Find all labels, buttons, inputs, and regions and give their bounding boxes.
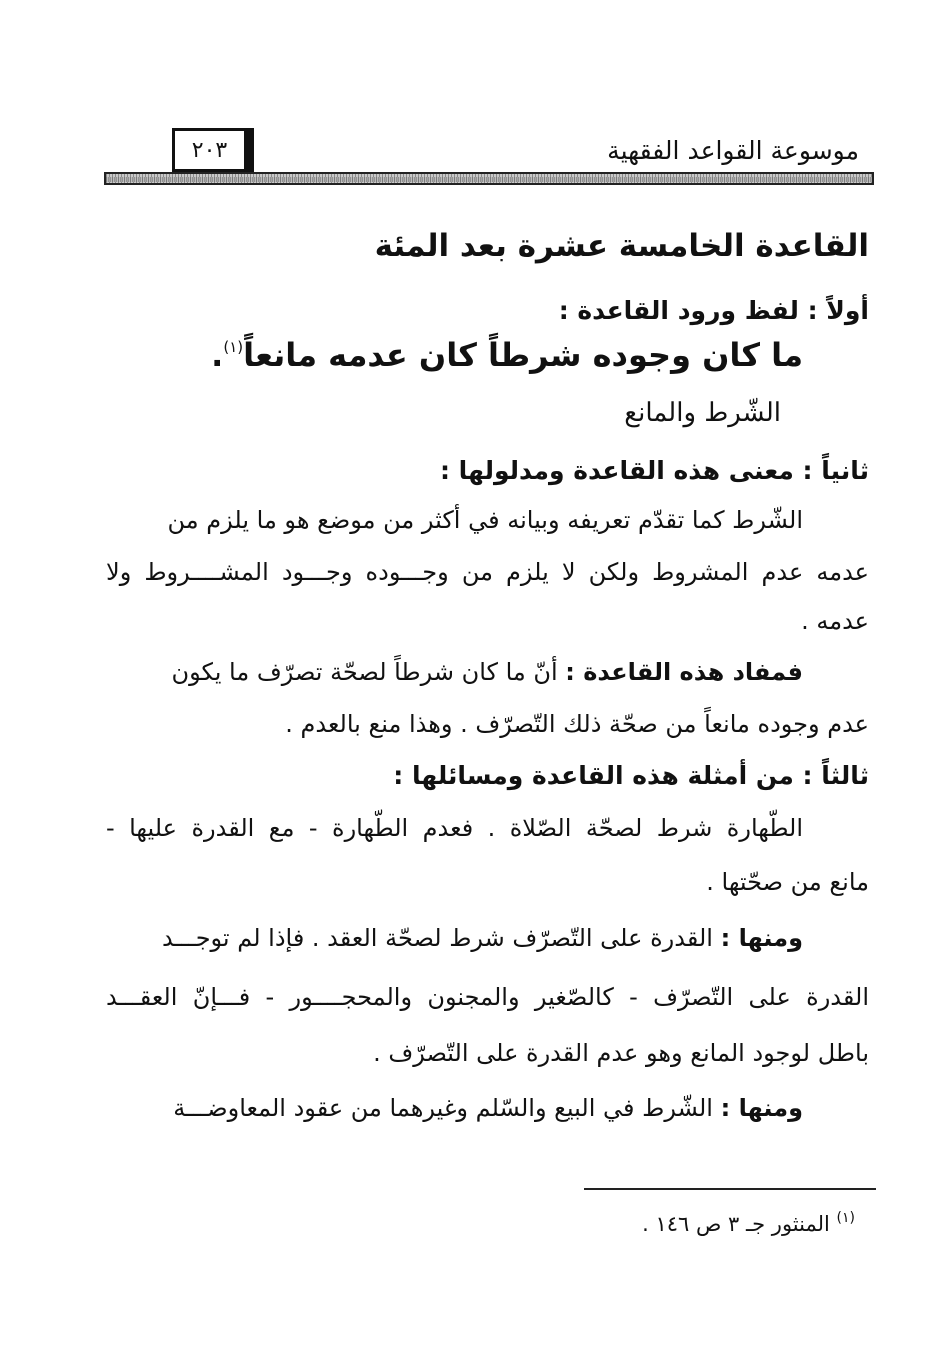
footnote xyxy=(642,1210,855,1236)
paragraph-lead: ومنها : xyxy=(720,924,803,952)
rule-statement-end: . xyxy=(211,336,224,374)
rule-statement-text: ما كان وجوده شرطاً كان عدمه مانعاً xyxy=(243,336,803,374)
section-heading-3: ثالثاً : من أمثلة هذه القاعدة ومسائلها : xyxy=(393,761,869,790)
paragraph-lead: فمفاد هذه القاعدة : xyxy=(565,658,803,686)
section-heading-2: ثانياً : معنى هذه القاعدة ومدلولها : xyxy=(439,456,869,485)
paragraph-line-text: أنّ ما كان شرطاً لصحّة تصرّف ما يكون xyxy=(171,658,558,686)
header-rule xyxy=(104,172,874,185)
running-title: موسوعة القواعد الفقهية xyxy=(607,136,859,165)
footnote-text: المنثور جـ ٣ ص ١٤٦ . xyxy=(642,1212,830,1236)
paragraph-line-text: الشّرط في البيع والسّلم وغيرهما من عقود المعاوضـــة xyxy=(173,1094,713,1122)
paragraph-line xyxy=(171,658,803,686)
rule-statement xyxy=(211,336,803,374)
chapter-title: القاعدة الخامسة عشرة بعد المئة xyxy=(374,228,869,264)
paragraph-line: عدم وجوده مانعاً من صحّة ذلك التّصرّف . وهذا منع بالعدم . xyxy=(285,710,869,738)
paragraph-line: الشّرط كما تقدّم تعريفه وبيانه في أكثر من موضع هو ما يلزم من xyxy=(167,506,803,534)
paragraph-line: عدمه عدم المشروط ولكن لا يلزم من وجـــوده وجـــود المشــــروط ولا xyxy=(106,558,869,586)
section-heading-1: أولاً : لفظ ورود القاعدة : xyxy=(558,296,869,325)
footnote-ref-1: (١) xyxy=(223,338,244,356)
paragraph-line: الطّهارة شرط لصحّة الصّلاة . فعدم الطّهارة - مع القدرة عليها - xyxy=(106,814,803,842)
paragraph-line: باطل لوجود المانع وهو عدم القدرة على التّصرّف . xyxy=(373,1039,869,1067)
paragraph-lead: ومنها : xyxy=(720,1094,803,1122)
paragraph-line: مانع من صحّتها . xyxy=(706,868,869,896)
footnote-rule xyxy=(584,1188,876,1190)
paragraph-line: القدرة على التّصرّف - كالصّغير والمجنون والمحجــــور - فـــإنّ العقـــد xyxy=(106,983,869,1011)
rule-subtitle: الشّرط والمانع xyxy=(624,398,781,428)
page-number: ٢٠٣ xyxy=(172,128,254,172)
paragraph-line-text: القدرة على التّصرّف شرط لصحّة العقد . فإذا لم توجـــد xyxy=(162,924,713,952)
paragraph-line xyxy=(173,1094,803,1122)
paragraph-line: عدمه . xyxy=(801,607,869,635)
footnote-marker: (١) xyxy=(836,1210,855,1226)
paragraph-line xyxy=(162,924,803,952)
